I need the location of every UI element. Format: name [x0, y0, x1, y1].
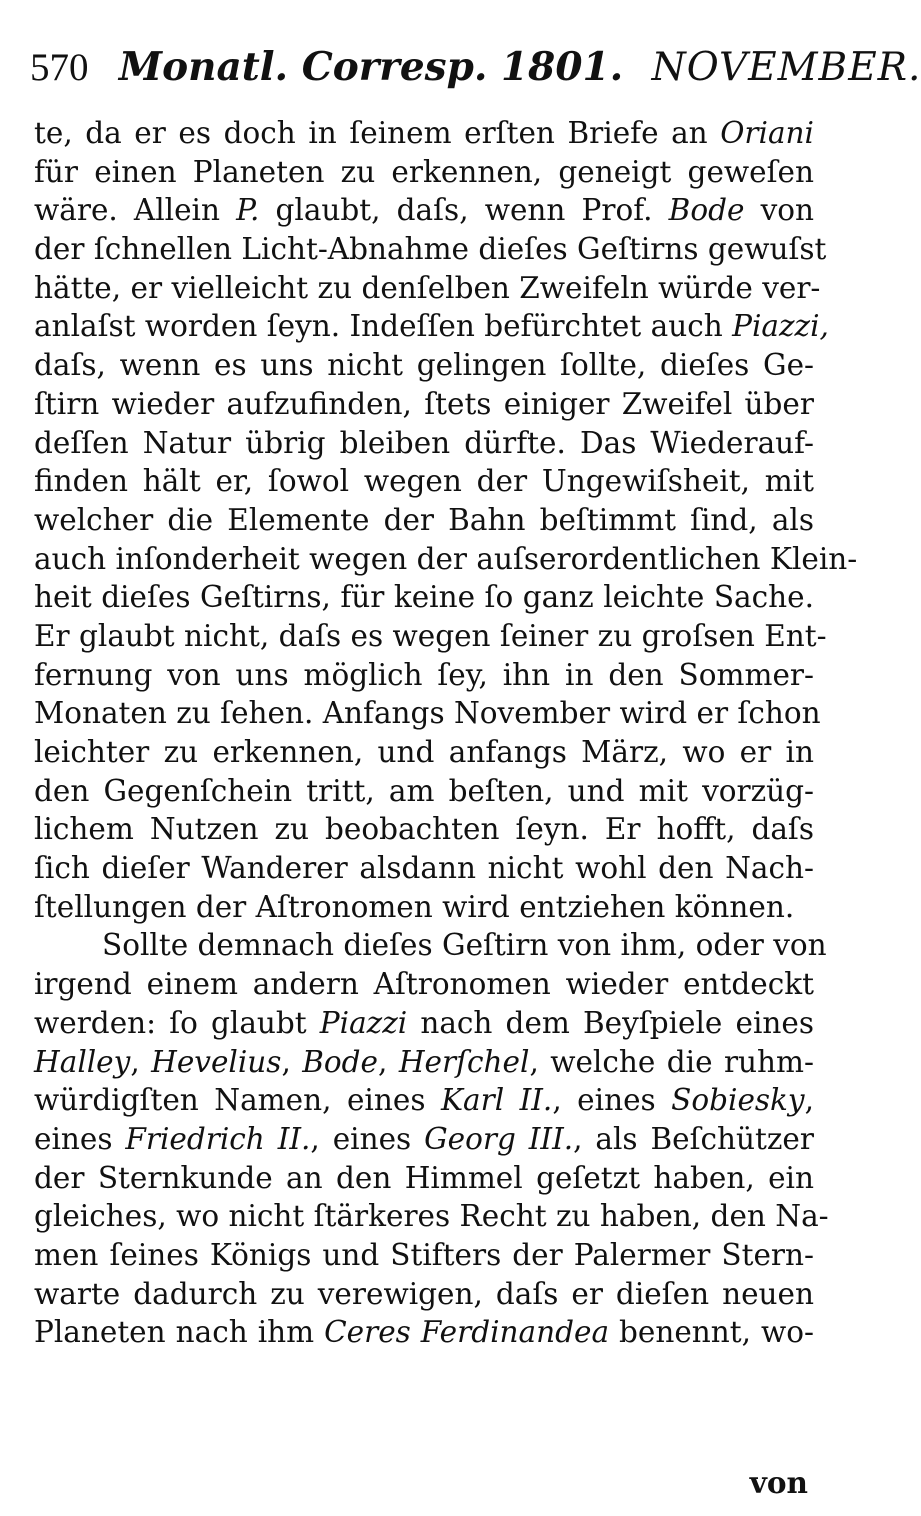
text-line — [34, 1159, 814, 1198]
text-segment: nach dem Beyſpiele eines — [407, 1005, 815, 1040]
text-segment: warte dadurch zu verewigen, daſs er dieſen neuen — [34, 1276, 814, 1311]
text-segment: , welche die ruhm- — [529, 1044, 814, 1079]
italic-name: Ceres Ferdinandea — [324, 1315, 610, 1350]
text-segment: ſtirn wieder aufzufinden, ſtets einiger Zweifel über — [34, 386, 814, 421]
text-segment: benennt, wo- — [609, 1315, 814, 1350]
text-line — [34, 656, 814, 695]
running-header — [30, 36, 921, 98]
italic-name: Karl II. — [440, 1083, 553, 1118]
italic-name: Friedrich II. — [125, 1121, 311, 1156]
text-line — [34, 424, 814, 463]
text-segment: , — [281, 1044, 303, 1079]
italic-name: Sobiesky — [671, 1083, 805, 1118]
text-segment: ſich dieſer Wanderer alsdann nicht wohl den Nach- — [34, 851, 814, 886]
text-line — [34, 385, 814, 424]
text-segment: glaubt, daſs, wenn Prof. — [259, 193, 669, 228]
text-line — [34, 191, 814, 230]
text-line — [34, 153, 814, 192]
italic-name: Herſchel — [398, 1044, 530, 1079]
text-line — [34, 772, 814, 811]
text-line — [34, 888, 814, 927]
text-line — [34, 307, 829, 346]
italic-name: Hevelius — [151, 1044, 282, 1079]
text-line — [34, 965, 814, 1004]
catchword: von — [749, 1465, 808, 1500]
text-line — [34, 733, 814, 772]
text-line — [34, 346, 814, 385]
text-segment: , als Beſchützer — [573, 1121, 814, 1156]
text-segment: men ſeines Königs und Stifters der Palermer Stern- — [34, 1237, 814, 1272]
text-segment: daſs, wenn es uns nicht gelingen ſollte, dieſes Ge- — [34, 348, 814, 383]
text-segment: Er glaubt nicht, daſs es wegen ſeiner zu groſsen Ent- — [34, 618, 827, 653]
text-segment: werden: ſo glaubt — [34, 1005, 320, 1040]
text-line — [34, 230, 827, 269]
text-segment: hätte, er vielleicht zu denſelben Zweifeln würde ver- — [34, 270, 821, 305]
text-line — [34, 1043, 814, 1082]
text-segment: anlaſst worden ſeyn. Indeſſen befürchtet auch — [34, 309, 733, 344]
text-line — [34, 1236, 814, 1275]
text-segment: , eines — [310, 1121, 425, 1156]
italic-name: Bode — [668, 193, 745, 228]
body-text — [34, 114, 858, 1352]
text-segment: für einen Planeten zu erkennen, geneigt geweſen — [34, 154, 814, 189]
text-line — [34, 926, 827, 965]
italic-name: Piazzi, — [732, 309, 829, 344]
text-segment: , — [378, 1044, 399, 1079]
month-title: NOVEMBER. — [651, 45, 921, 90]
text-segment: der Sternkunde an den Himmel geſetzt haben, ein — [34, 1160, 814, 1195]
text-segment: fernung von uns möglich ſey, ihn in den Sommer- — [34, 657, 814, 692]
text-segment: , eines — [552, 1083, 672, 1118]
text-line — [34, 1081, 814, 1120]
text-line — [34, 1197, 829, 1236]
text-line — [34, 540, 858, 579]
text-segment: Monaten zu ſehen. Anfangs November wird er ſchon — [34, 696, 821, 731]
text-segment: lichem Nutzen zu beobachten ſeyn. Er hofft, daſs — [34, 812, 814, 847]
text-segment: den Gegenſchein tritt, am beſten, und mit vorzüg- — [34, 773, 814, 808]
text-line — [34, 849, 814, 888]
text-segment: eines — [34, 1121, 126, 1156]
text-segment: irgend einem andern Aſtronomen wieder entdeckt — [34, 967, 814, 1002]
italic-name: Bode — [302, 1044, 379, 1079]
journal-title: Monatl. Corresp. 1801. — [118, 44, 624, 90]
text-segment: ſtellungen der Aſtronomen wird entziehen können. — [34, 889, 795, 924]
text-line — [34, 114, 814, 153]
page-number: 570 — [30, 46, 89, 89]
text-segment: , — [804, 1083, 814, 1118]
text-line — [34, 269, 821, 308]
text-segment: , — [130, 1044, 152, 1079]
text-segment: der ſchnellen Licht-Abnahme dieſes Geſtirns gewuſst — [34, 232, 827, 267]
text-segment: Planeten nach ihm — [34, 1315, 325, 1350]
text-line — [34, 810, 814, 849]
text-segment: würdigſten Namen, eines — [34, 1083, 441, 1118]
text-segment: gleiches, wo nicht ſtärkeres Recht zu haben, den Na- — [34, 1199, 829, 1234]
text-segment: deſſen Natur übrig bleiben dürfte. Das Wiederauf- — [34, 425, 814, 460]
italic-name: Georg III. — [424, 1121, 574, 1156]
text-segment: te, da er es doch in ſeinem erſten Briefe an — [34, 116, 721, 150]
text-line — [34, 694, 821, 733]
text-segment: auch inſonderheit wegen der auſserordentlichen Klein- — [34, 541, 858, 576]
text-line — [34, 1313, 814, 1352]
italic-name: Oriani — [720, 116, 814, 150]
text-segment: wäre. Allein — [34, 193, 237, 228]
text-segment: finden hält er, ſowol wegen der Ungewiſsheit, mit — [34, 464, 814, 499]
text-line — [34, 578, 814, 617]
text-segment: Sollte demnach dieſes Geſtirn von ihm, oder von — [102, 928, 827, 963]
text-line — [34, 1004, 814, 1043]
italic-name: Piazzi — [319, 1005, 408, 1040]
text-segment: von — [744, 193, 814, 228]
text-segment: welcher die Elemente der Bahn beſtimmt ſind, als — [34, 502, 814, 537]
italic-name: P. — [236, 193, 260, 228]
italic-name: Halley — [34, 1044, 131, 1079]
text-segment: leichter zu erkennen, und anfangs März, wo er in — [34, 735, 814, 769]
text-line — [34, 617, 827, 656]
text-line — [34, 1120, 814, 1159]
text-line — [34, 462, 814, 501]
text-line — [34, 501, 814, 540]
text-segment: heit dieſes Geſtirns, für keine ſo ganz leichte Sache. — [34, 580, 814, 615]
text-line — [34, 1275, 814, 1314]
